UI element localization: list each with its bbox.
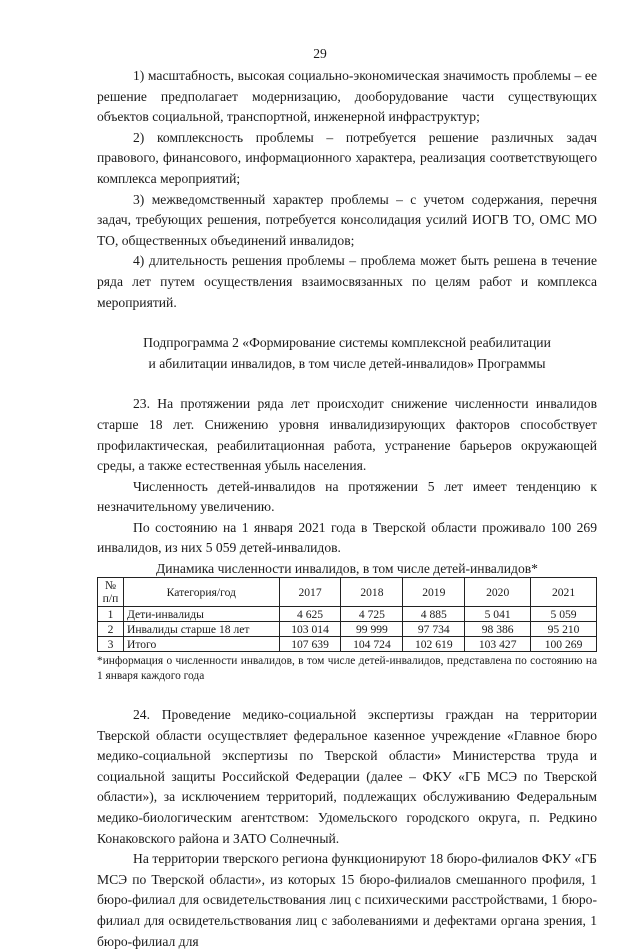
cell-value: 97 734: [403, 622, 465, 637]
header-year: 2017: [279, 578, 341, 607]
page-number: 29: [313, 46, 327, 61]
row-category: Инвалиды старше 18 лет: [123, 622, 279, 637]
page-content: [97, 66, 597, 952]
header-year: 2021: [531, 578, 597, 607]
row-category: Дети-инвалиды: [123, 607, 279, 622]
table-caption: Динамика численности инвалидов, в том числе детей-инвалидов*: [156, 561, 538, 577]
list-item-1: 1) масштабность, высокая социально-экономическая значимость проблемы – ее решение предполагает модернизацию, дооборудование части существующих объектов социальной, транспортной, инженерной инфраструктур;: [97, 68, 597, 125]
section-23-paragraph-3: По состоянию на 1 января 2021 года в Тверской области проживало 100 269 инвалидов, из них 5 059 детей-инвалидов.: [97, 519, 597, 556]
list-item-2: 2) комплексность проблемы – потребуется решение различных задач правового, финансового, информационного характера, реализация соответствующего комплекса мероприятий;: [97, 129, 597, 186]
header-category: Категория/год: [123, 578, 279, 607]
cell-value: 100 269: [531, 637, 597, 652]
subprogram-heading: [97, 333, 597, 374]
list-item-3: 3) межведомственный характер проблемы – с учетом содержания, перечня задач, требующих решения, потребуется консолидация усилий ИОГВ ТО, ОМС МО ТО, общественных объединений инвалидов;: [97, 191, 597, 248]
subprogram-heading-line1: Подпрограмма 2 «Формирование системы комплексной реабилитации: [143, 335, 551, 351]
table-row: [98, 637, 597, 652]
row-num: 1: [98, 607, 124, 622]
cell-value: 99 999: [341, 622, 403, 637]
cell-value: 4 625: [279, 607, 341, 622]
table-row: [98, 607, 597, 622]
section-23-paragraph-1: 23. На протяжении ряда лет происходит снижение численности инвалидов старше 18 лет. Снижению уровня инвалидизирующих факторов способствует профилактическая, реабилитационная работа, устранение барьеров окружающей среды, а также естественная убыль населения.: [97, 396, 597, 474]
row-num: 3: [98, 637, 124, 652]
section-24-paragraph-1: 24. Проведение медико-социальной экспертизы граждан на территории Тверской области осуществляет федеральное казенное учреждение «Главное бюро медико-социальной экспертизы по Тверской области» Министерства труда и социальной защиты Российской Федерации (далее – ФКУ «ГБ МСЭ по Тверской области»), за исключением территорий, подлежащих обслуживанию Федеральным медико-биологическим агентством: Удомельского городского округа, п. Редкино Конаковского района и ЗАТО Солнечный.: [97, 707, 597, 846]
cell-value: 104 724: [341, 637, 403, 652]
header-year: 2020: [465, 578, 531, 607]
cell-value: 5 059: [531, 607, 597, 622]
header-num: № п/п: [98, 578, 124, 607]
row-category: Итого: [123, 637, 279, 652]
cell-value: 95 210: [531, 622, 597, 637]
cell-value: 4 885: [403, 607, 465, 622]
subprogram-heading-line2: и абилитации инвалидов, в том числе детей-инвалидов» Программы: [148, 355, 546, 371]
cell-value: 102 619: [403, 637, 465, 652]
section-spacer: [97, 683, 597, 705]
cell-value: 98 386: [465, 622, 531, 637]
disability-dynamics-table: [97, 577, 597, 652]
cell-value: 107 639: [279, 637, 341, 652]
header-year: 2018: [341, 578, 403, 607]
section-23-paragraph-2: Численность детей-инвалидов на протяжении 5 лет имеет тенденцию к незначительному увеличению.: [97, 478, 597, 515]
table-footnote: *информация о численности инвалидов, в том числе детей-инвалидов, представлена по состоянию на 1 января каждого года: [97, 655, 597, 682]
cell-value: 103 427: [465, 637, 531, 652]
cell-value: 4 725: [341, 607, 403, 622]
row-num: 2: [98, 622, 124, 637]
header-year: 2019: [403, 578, 465, 607]
section-24-paragraph-2: На территории тверского региона функционируют 18 бюро-филиалов ФКУ «ГБ МСЭ по Тверской области», из которых 15 бюро-филиалов смешанного профиля, 1 бюро-филиал для освидетельствования лиц с психическими расстройствами, 1 бюро-филиал для освидетельствования лиц с заболеваниями и дефектами органа зрения, 1 бюро-филиал для: [97, 851, 597, 949]
cell-value: 103 014: [279, 622, 341, 637]
list-item-4: 4) длительность решения проблемы – проблема может быть решена в течение ряда лет путем осуществления взаимосвязанных по целям работ и комплекса мероприятий.: [97, 253, 597, 310]
table-row: [98, 622, 597, 637]
cell-value: 5 041: [465, 607, 531, 622]
table-header-row: [98, 578, 597, 607]
